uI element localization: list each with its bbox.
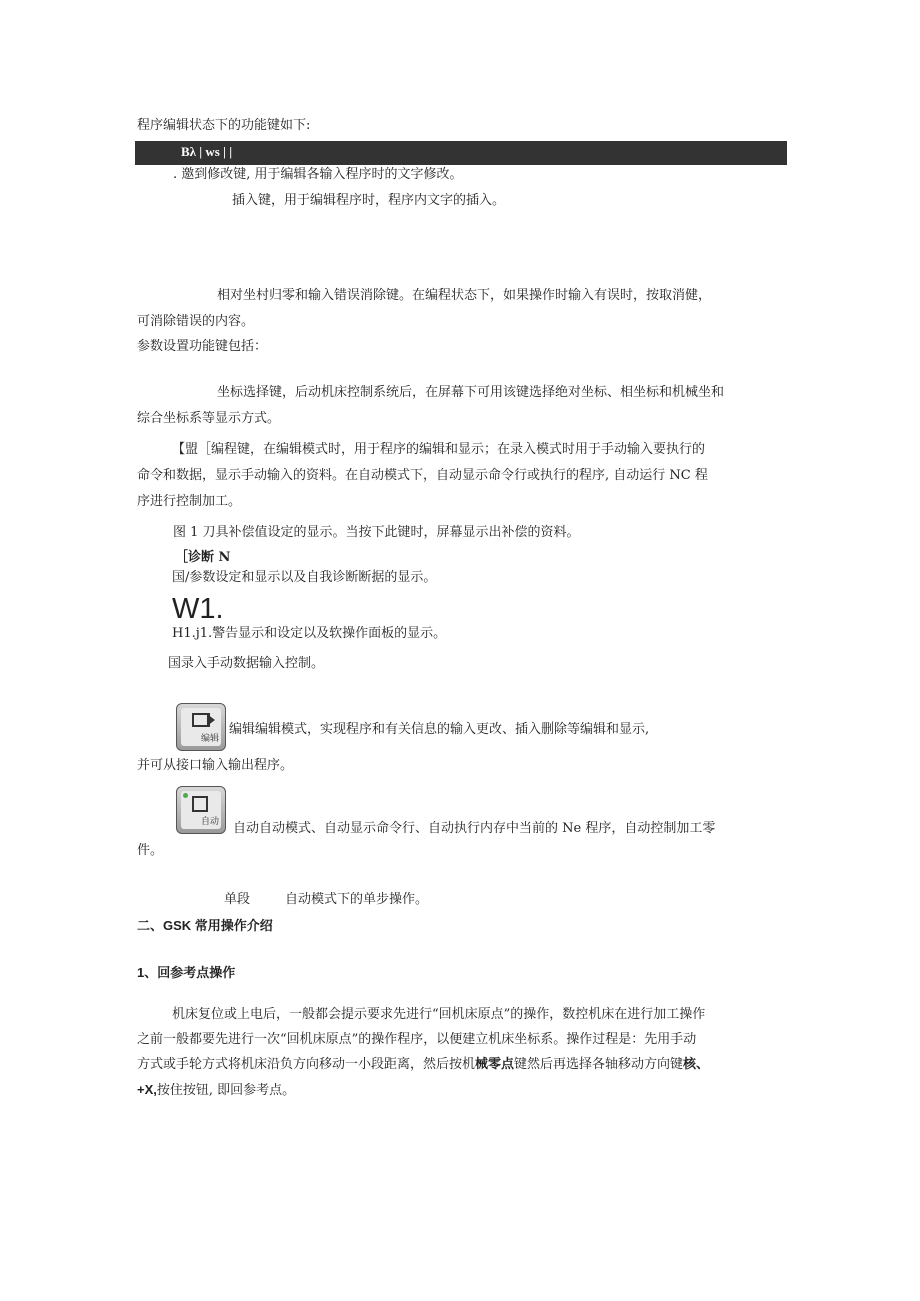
text-line: 可消除错误的内容。 xyxy=(137,314,255,329)
text-line: 图 1 刀具补偿值设定的显示。当按下此键时，屏幕显示出补偿的资料。 xyxy=(173,525,580,540)
text-line: . 邀到修改键, 用于编辑各输入程序时的文字修改。 xyxy=(173,167,463,182)
edit-mode-icon[interactable] xyxy=(176,703,226,751)
text-line: 件。 xyxy=(137,843,164,858)
auto-square-icon xyxy=(177,787,227,835)
text-segment: 键然后再选择各轴移动方向键 xyxy=(514,1057,684,1072)
subsection-title: 1、回参考点操作 xyxy=(137,965,236,980)
edit-mode-icon-label: 编辑 xyxy=(200,734,219,744)
text-line: 相对坐村归零和输入错误消除键。在编程状态下，如果操作时输入有误时，按取消健， xyxy=(217,288,712,303)
text-line: 之前一般都要先进行一次“回机床原点”的操作程序，以便建立机床坐标系。操作过程是：先用手动 xyxy=(137,1032,697,1047)
text-line: 插入键，用于编辑程序时，程序内文字的插入。 xyxy=(232,193,506,208)
section-heading: 程序编辑状态下的功能键如下: xyxy=(137,118,311,133)
text-line: H1.j1.警告显示和设定以及软操作面板的显示。 xyxy=(172,626,447,641)
text-line: 国录入手动数据输入控制。 xyxy=(168,656,325,671)
plus-x-label: +X, xyxy=(137,1082,157,1097)
section-title: 二、GSK 常用操作介绍 xyxy=(137,918,273,933)
zero-key-label: 械零点 xyxy=(475,1057,515,1072)
text-line: 【盟［编程键，在编辑模式时，用于程序的编辑和显示；在录入模式时用于手动输入要执行的 xyxy=(172,442,706,457)
text-line: 自动自动模式、自动显示命令行、自动执行内存中当前的 Ne 程序，自动控制加工零 xyxy=(233,821,716,836)
text-line: 命令和数据，显示手动输入的资料。在自动模式下，自动显示命令行或执行的程序, 自动运行 NC 程 xyxy=(137,468,708,483)
axis-key-label: 核、 xyxy=(683,1057,710,1072)
auto-mode-icon[interactable] xyxy=(176,786,226,834)
single-block-label: 单段 xyxy=(224,892,251,907)
text-line: 序进行控制加工。 xyxy=(137,494,242,509)
text-line: 自动模式下的单步操作。 xyxy=(285,892,429,907)
text-line: 国/参数设定和显示以及自我诊断断据的显示。 xyxy=(172,570,437,585)
text-line: 坐标选择键，后动机床控制系统后，在屏幕下可用该键选择绝对坐标、相坐标和机械坐和 xyxy=(217,385,725,400)
text-line xyxy=(137,1081,295,1100)
text-segment: 按住按钮, 即回参考点。 xyxy=(156,1083,296,1098)
text-segment: 方式或手轮方式将机床沿负方向移动一小段距离，然后按机 xyxy=(137,1057,476,1072)
text-line xyxy=(137,1056,709,1074)
w1-label: W1. xyxy=(172,593,224,625)
function-key-bar xyxy=(135,141,787,165)
diagnosis-key-label: ［诊断 N xyxy=(175,550,231,565)
edit-arrow-icon xyxy=(177,704,227,752)
auto-mode-icon-label: 自动 xyxy=(200,817,219,827)
function-key-bar-label: Bλ | ws | | xyxy=(181,144,233,159)
text-line: 综合坐标系等显示方式。 xyxy=(137,411,281,426)
text-line: 机床复位或上电后，一般都会提示要求先进行“回机床原点”的操作，数控机床在进行加工操作 xyxy=(172,1007,706,1022)
text-line: 编辑编辑模式，实现程序和有关信息的输入更改、插入删除等编辑和显示, xyxy=(229,722,650,737)
text-line: 并可从接口输入输出程序。 xyxy=(137,758,294,773)
text-line: 参数设置功能键包括： xyxy=(137,339,268,354)
